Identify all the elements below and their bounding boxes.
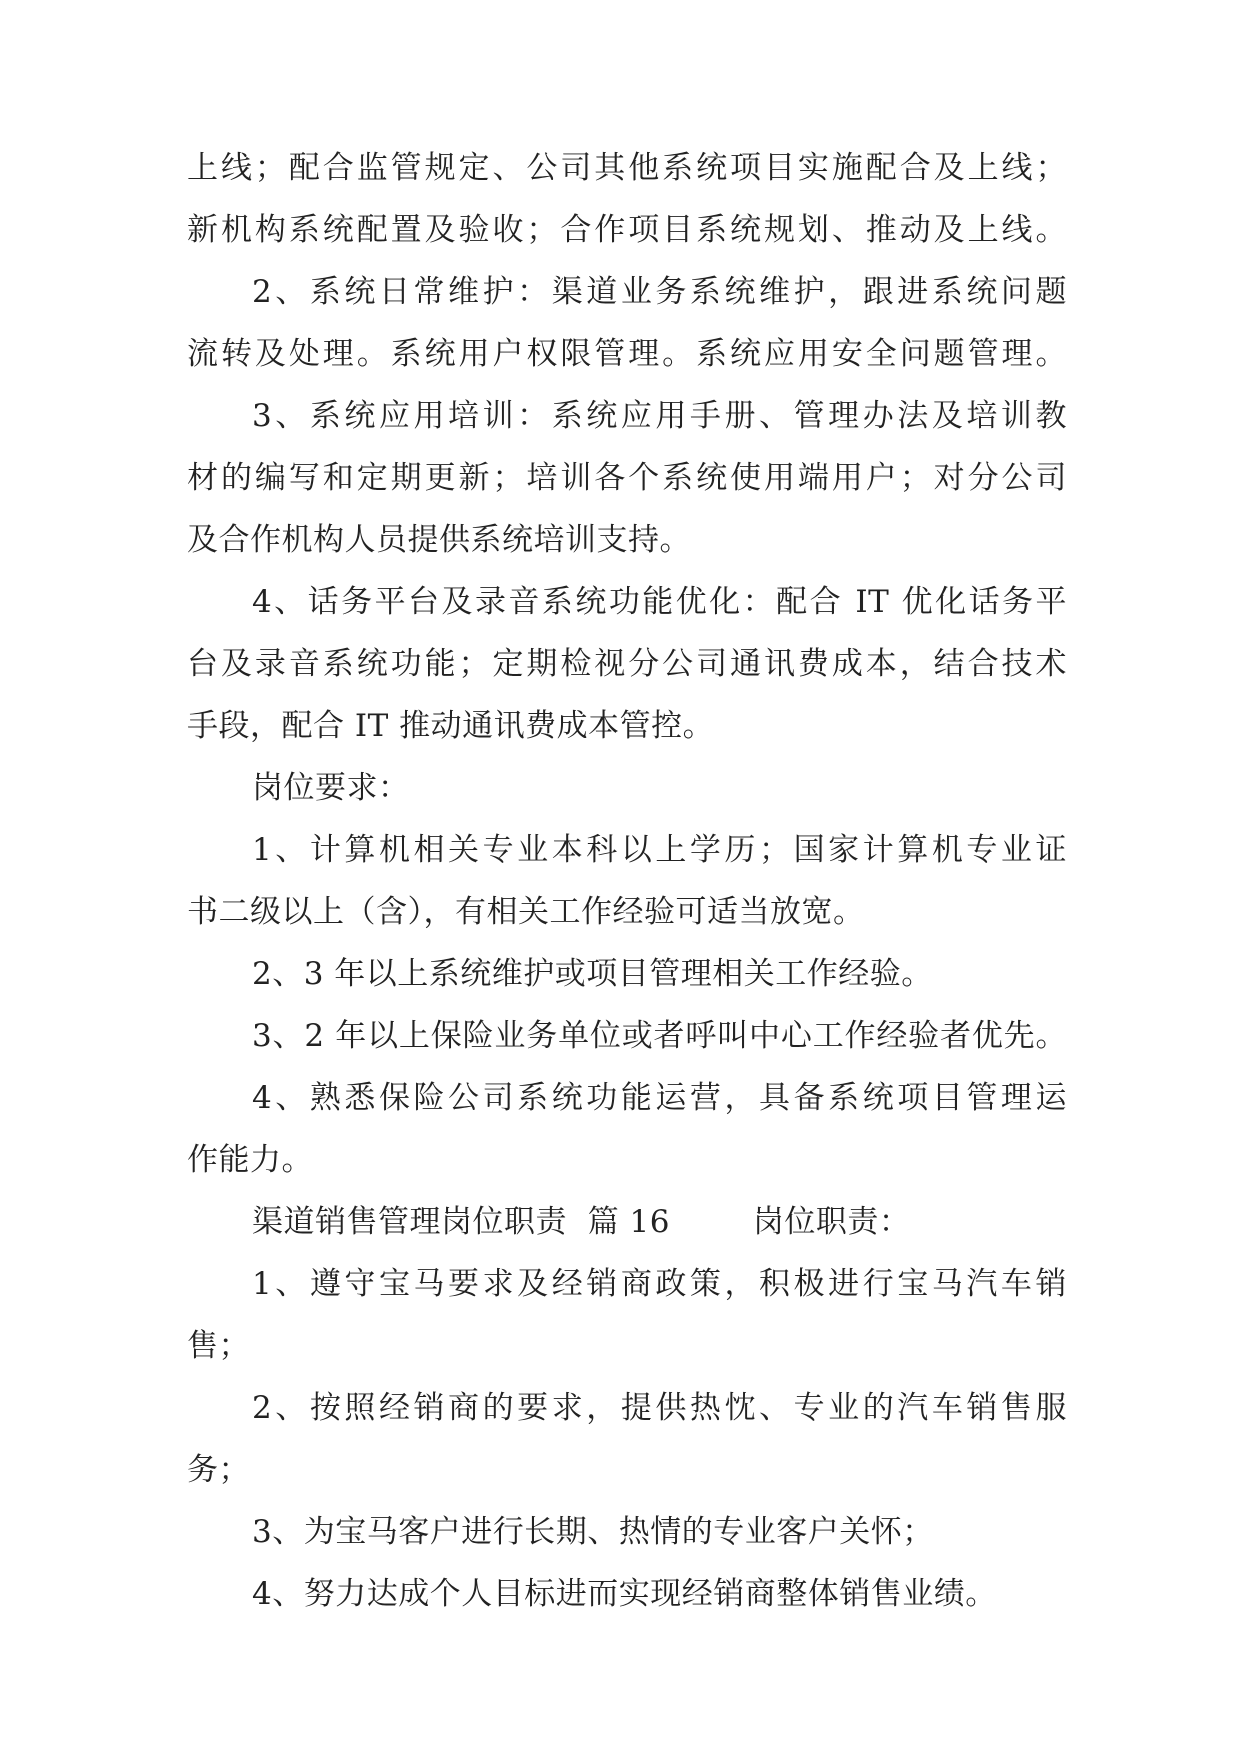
text-line-4: 流转及处理。系统用户权限管理。系统应用安全问题管理。 [187,336,1067,372]
text-line-17: 作能力。 [187,1142,313,1178]
text-line-22: 务； [187,1452,250,1488]
text-line-7: 及合作机构人员提供系统培训支持。 [187,522,691,558]
text-line-20: 售； [187,1328,250,1364]
text-line-19: 1、遵守宝马要求及经销商政策，积极进行宝马汽车销 [252,1266,1067,1302]
text-line-21: 2、按照经销商的要求，提供热忱、专业的汽车销售服 [252,1390,1067,1426]
text-line-24: 4、努力达成个人目标进而实现经销商整体销售业绩。 [252,1576,997,1612]
text-line-9: 台及录音系统功能；定期检视分公司通讯费成本，结合技术 [187,646,1067,682]
text-line-10: 手段，配合 IT 推动通讯费成本管控。 [187,708,715,744]
text-line-14: 2、3 年以上系统维护或项目管理相关工作经验。 [252,956,933,992]
text-line-3: 2、系统日常维护：渠道业务系统维护，跟进系统问题 [252,274,1067,310]
text-line-8: 4、话务平台及录音系统功能优化：配合 IT 优化话务平 [252,584,1067,620]
section-heading-requirements: 岗位要求： [252,770,410,806]
text-line-2: 新机构系统配置及验收；合作项目系统规划、推动及上线。 [187,212,1067,248]
text-line-13: 书二级以上（含），有相关工作经验可适当放宽。 [187,894,865,930]
section-heading-article-16: 渠道销售管理岗位职责 篇 16 岗位职责： [252,1204,911,1240]
text-line-16: 4、熟悉保险公司系统功能运营，具备系统项目管理运 [252,1080,1067,1116]
text-line-12: 1、计算机相关专业本科以上学历；国家计算机专业证 [252,832,1067,868]
text-line-6: 材的编写和定期更新；培训各个系统使用端用户；对分公司 [187,460,1067,496]
text-line-15: 3、2 年以上保险业务单位或者呼叫中心工作经验者优先。 [252,1018,1067,1054]
text-line-23: 3、为宝马客户进行长期、热情的专业客户关怀； [252,1514,934,1550]
text-line-5: 3、系统应用培训：系统应用手册、管理办法及培训教 [252,398,1067,434]
text-line-1: 上线；配合监管规定、公司其他系统项目实施配合及上线； [187,150,1067,186]
